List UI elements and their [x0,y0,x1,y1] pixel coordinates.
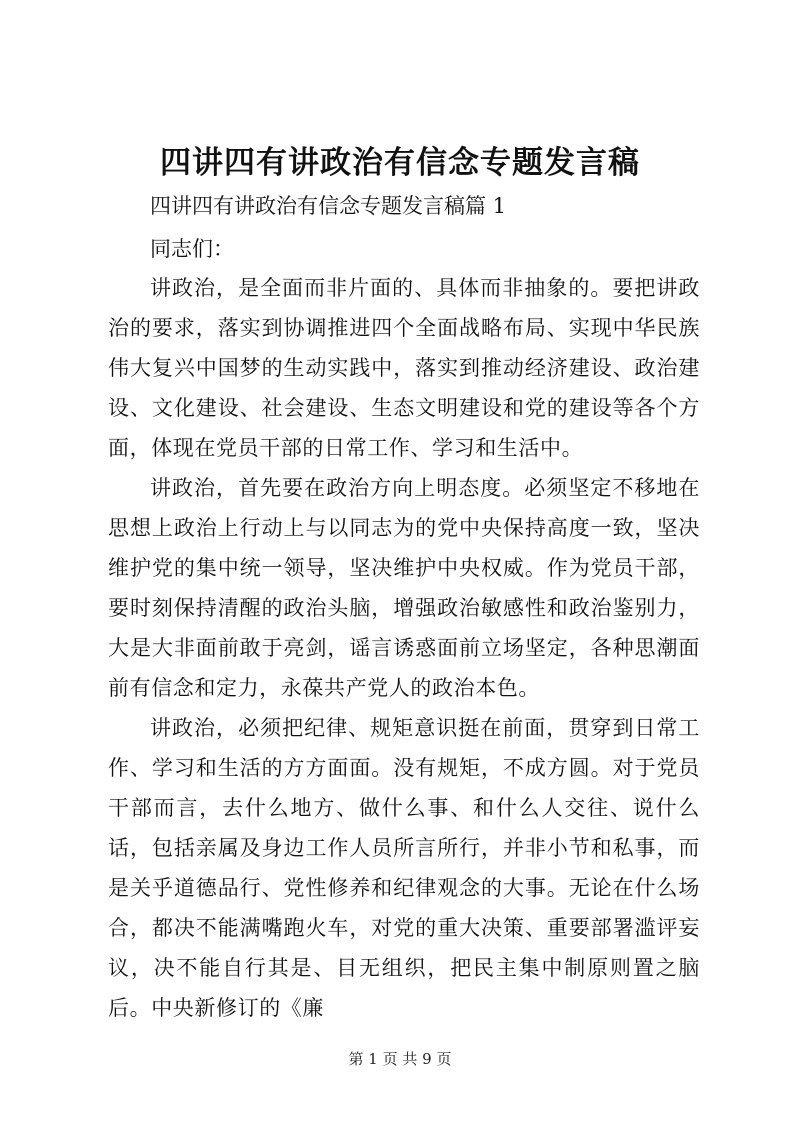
paragraph-3: 讲政治，必须把纪律、规矩意识挺在前面，贯穿到日常工作、学习和生活的方方面面。没有规矩，不成方圆。对于党员干部而言，去什么地方、做什么事、和什么人交往、说什么话，包括亲属及身边工作人员所言所行，并非小节和私事，而是关乎道德品行、党性修养和纪律观念的大事。无论在什么场合，都决不能满嘴跑火车，对党的重大决策、重要部署滥评妄议，决不能自行其是、目无组织，把民主集中制原则置之脑后。中央新修订的《廉 [108,716,700,1020]
page-footer: 第 1 页 共 9 页 [348,1050,452,1068]
paragraph-1: 讲政治，是全面而非片面的、具体而非抽象的。要把讲政治的要求，落实到协调推进四个全面战略布局、实现中华民族伟大复兴中国梦的生动实践中，落实到推动经济建设、政治建设、文化建设、社会建设、生态文明建设和党的建设等各个方面，体现在党员干部的日常工作、学习和生活中。 [108,276,700,460]
salutation: 同志们： [150,237,234,261]
body-text [108,268,700,1028]
document-title: 四讲四有讲政治有信念专题发言稿 [160,145,640,181]
paragraph-2: 讲政治，首先要在政治方向上明态度。必须坚定不移地在思想上政治上行动上与以同志为的党中央保持高度一致，坚决维护党的集中统一领导，坚决维护中央权威。作为党员干部，要时刻保持清醒的政治头脑，增强政治敏感性和政治鉴别力，大是大非面前敢于亮剑，谣言诱惑面前立场坚定，各种思潮面前有信念和定力，永葆共产党人的政治本色。 [108,476,700,700]
document-subtitle: 四讲四有讲政治有信念专题发言稿篇 1 [150,194,507,218]
